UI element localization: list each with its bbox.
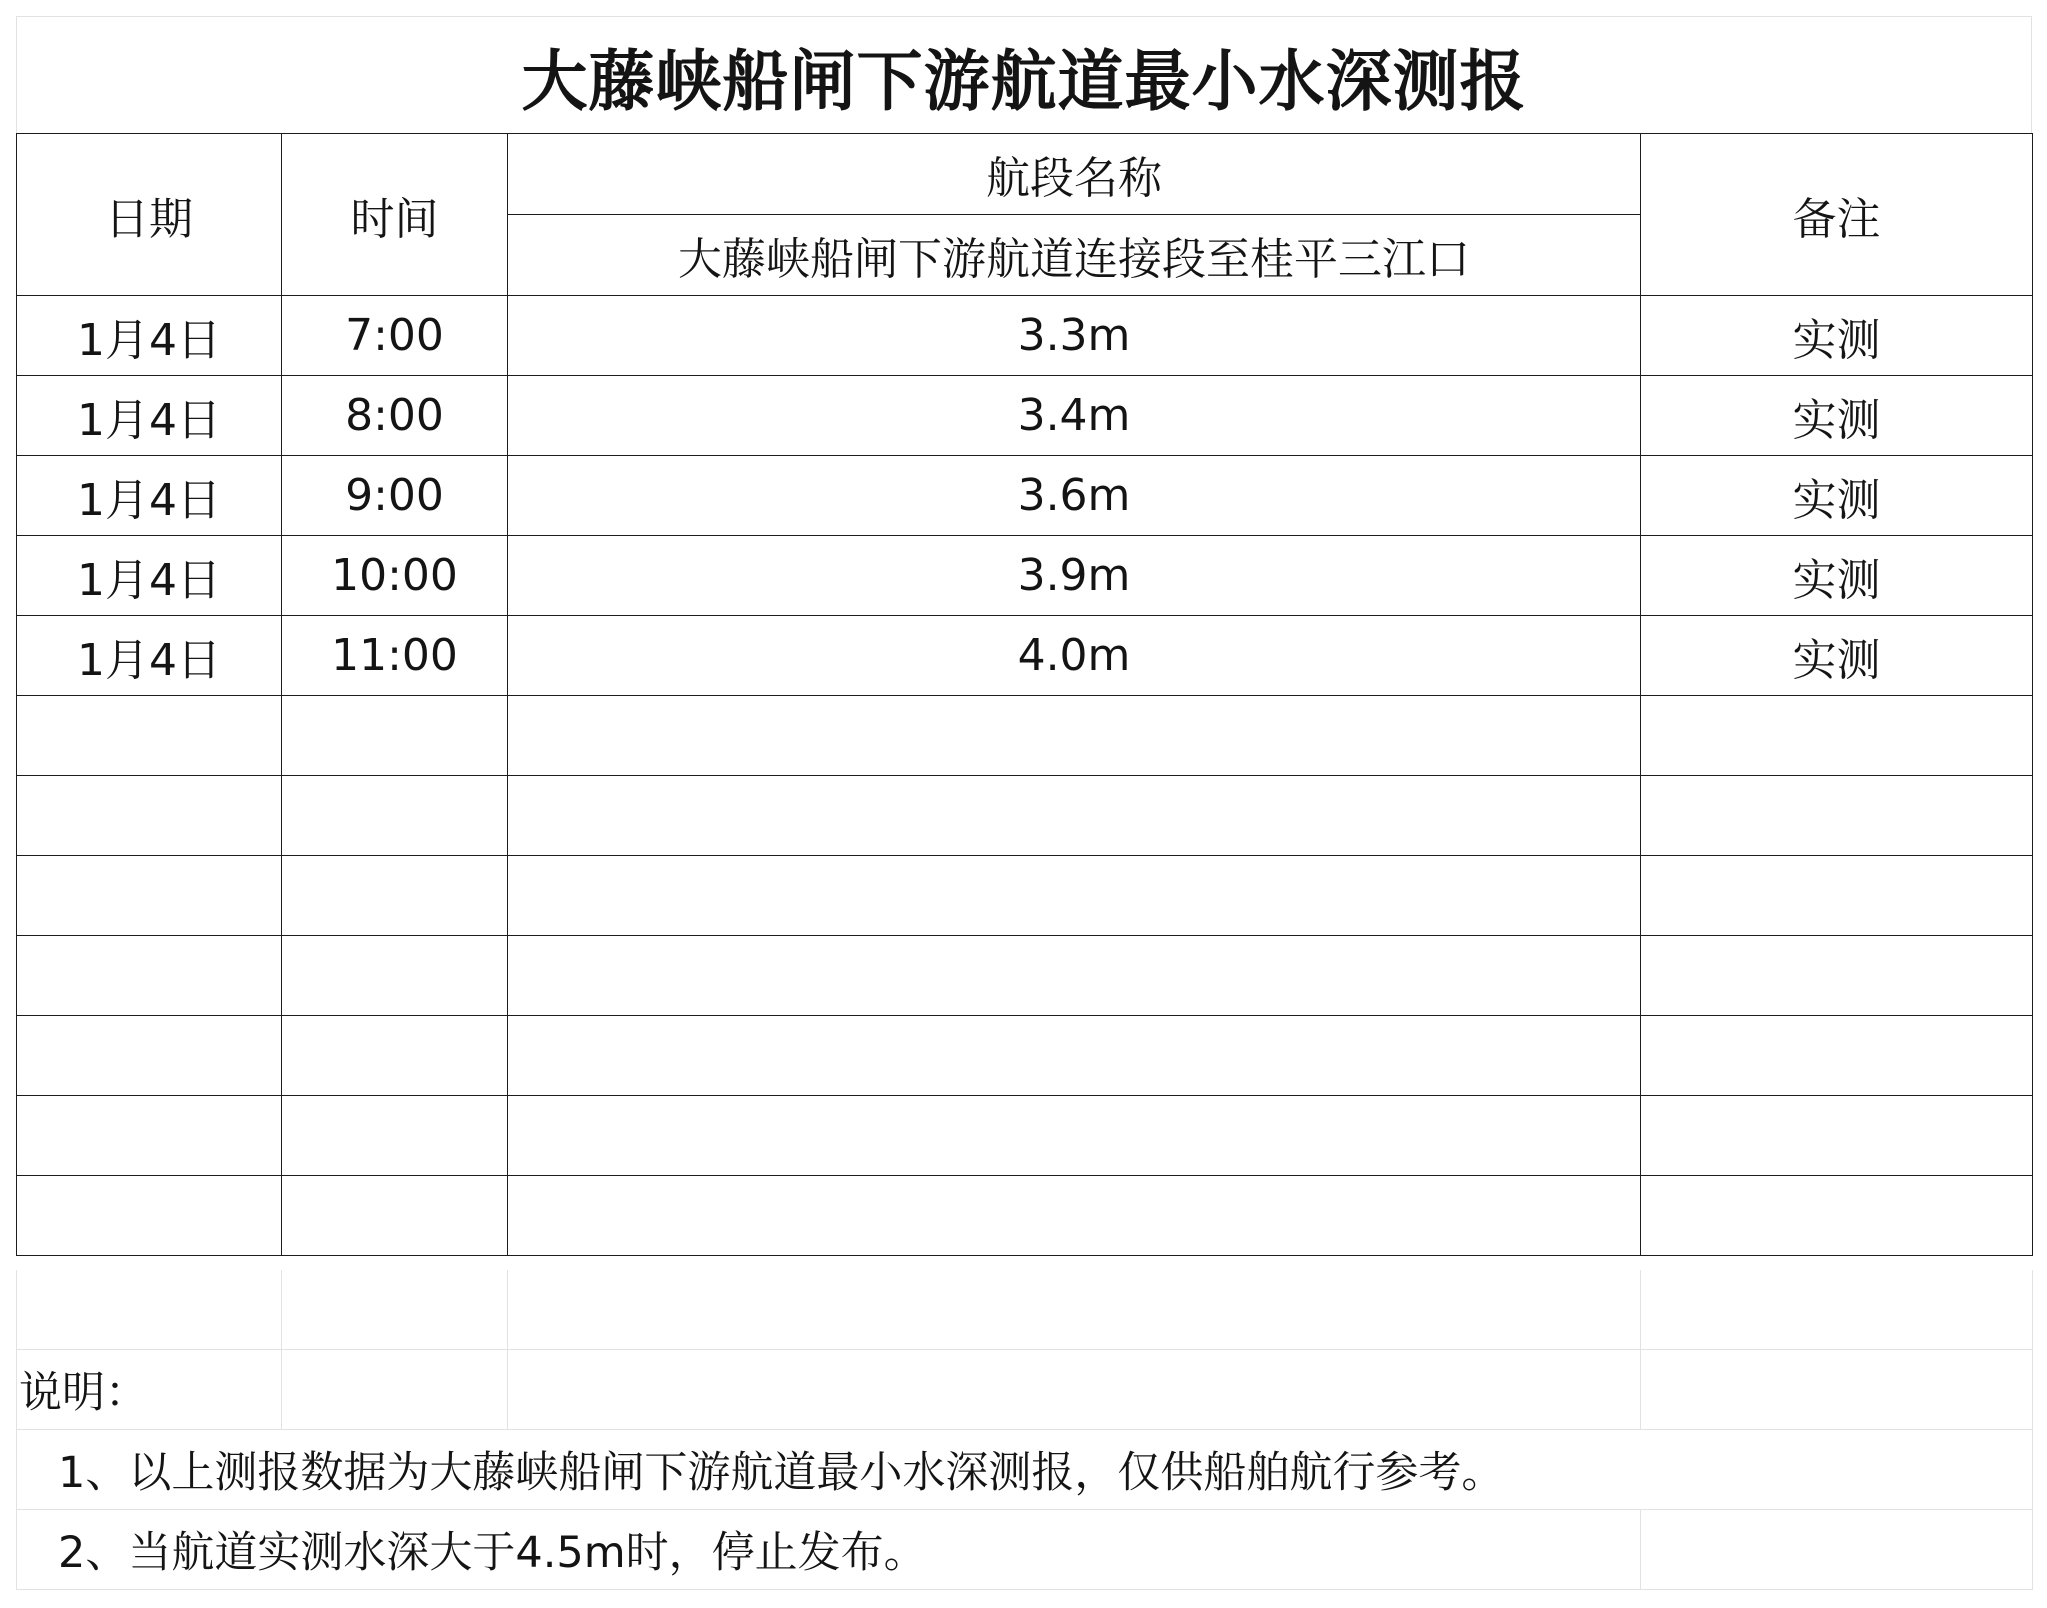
empty-cell [1641, 696, 2033, 776]
empty-row [17, 936, 2033, 1016]
empty-cell [508, 1176, 1641, 1256]
cell-remark: 实测 [1641, 296, 2033, 376]
empty-cell [1641, 1176, 2033, 1256]
cell-remark: 实测 [1641, 376, 2033, 456]
title-bar [16, 16, 2032, 134]
header-date: 日期 [17, 134, 282, 296]
notes-spacer-row [17, 1270, 2033, 1350]
header-section-group: 航段名称 [508, 134, 1641, 215]
cell-time: 9:00 [282, 456, 508, 536]
empty-cell [1641, 936, 2033, 1016]
header-remark: 备注 [1641, 134, 2033, 296]
empty-cell [17, 936, 282, 1016]
cell-date: 1月4日 [17, 456, 282, 536]
cell-time: 7:00 [282, 296, 508, 376]
empty-cell [282, 1016, 508, 1096]
empty-cell [508, 936, 1641, 1016]
cell-date: 1月4日 [17, 376, 282, 456]
empty-cell [282, 1350, 508, 1430]
empty-cell [508, 776, 1641, 856]
empty-row [17, 856, 2033, 936]
water-depth-table [16, 133, 2033, 1256]
cell-time: 11:00 [282, 616, 508, 696]
table-row [17, 376, 2033, 456]
header-row [17, 134, 2033, 215]
empty-cell [508, 1096, 1641, 1176]
empty-cell [1641, 1510, 2033, 1590]
empty-cell [17, 856, 282, 936]
empty-cell [282, 1176, 508, 1256]
notes-section [16, 1270, 2033, 1590]
empty-cell [508, 856, 1641, 936]
empty-cell [17, 696, 282, 776]
table-row [17, 616, 2033, 696]
notes-item-row [17, 1510, 2033, 1590]
empty-row [17, 1016, 2033, 1096]
empty-cell [17, 1016, 282, 1096]
cell-remark: 实测 [1641, 456, 2033, 536]
cell-depth: 3.4m [508, 376, 1641, 456]
note-item-2: 2、当航道实测水深大于4.5m时，停止发布。 [17, 1510, 1641, 1590]
empty-cell [17, 1096, 282, 1176]
empty-cell [1641, 1350, 2033, 1430]
empty-cell [282, 856, 508, 936]
cell-depth: 4.0m [508, 616, 1641, 696]
cell-depth: 3.3m [508, 296, 1641, 376]
empty-cell [1641, 1270, 2033, 1350]
header-section-name: 大藤峡船闸下游航道连接段至桂平三江口 [508, 215, 1641, 296]
empty-row [17, 1096, 2033, 1176]
empty-cell [17, 1176, 282, 1256]
report-title: 大藤峡船闸下游航道最小水深测报 [521, 43, 1527, 120]
empty-cell [1641, 1016, 2033, 1096]
cell-remark: 实测 [1641, 536, 2033, 616]
cell-time: 10:00 [282, 536, 508, 616]
notes-item-row [17, 1430, 2033, 1510]
empty-cell [508, 696, 1641, 776]
notes-label: 说明： [17, 1350, 282, 1430]
empty-cell [508, 1016, 1641, 1096]
empty-cell [282, 936, 508, 1016]
cell-date: 1月4日 [17, 296, 282, 376]
table-row [17, 296, 2033, 376]
empty-cell [17, 776, 282, 856]
empty-cell [508, 1350, 1641, 1430]
empty-row [17, 696, 2033, 776]
empty-row [17, 776, 2033, 856]
empty-cell [508, 1270, 1641, 1350]
empty-cell [1641, 776, 2033, 856]
empty-row [17, 1176, 2033, 1256]
empty-cell [282, 776, 508, 856]
cell-date: 1月4日 [17, 536, 282, 616]
note-item-1: 1、以上测报数据为大藤峡船闸下游航道最小水深测报，仅供船舶航行参考。 [17, 1430, 2033, 1510]
table-row [17, 536, 2033, 616]
empty-cell [282, 1270, 508, 1350]
empty-cell [1641, 856, 2033, 936]
cell-depth: 3.6m [508, 456, 1641, 536]
cell-date: 1月4日 [17, 616, 282, 696]
empty-cell [282, 696, 508, 776]
cell-depth: 3.9m [508, 536, 1641, 616]
empty-cell [1641, 1096, 2033, 1176]
table-row [17, 456, 2033, 536]
notes-label-row [17, 1350, 2033, 1430]
header-time: 时间 [282, 134, 508, 296]
empty-cell [282, 1096, 508, 1176]
empty-cell [17, 1270, 282, 1350]
cell-remark: 实测 [1641, 616, 2033, 696]
cell-time: 8:00 [282, 376, 508, 456]
